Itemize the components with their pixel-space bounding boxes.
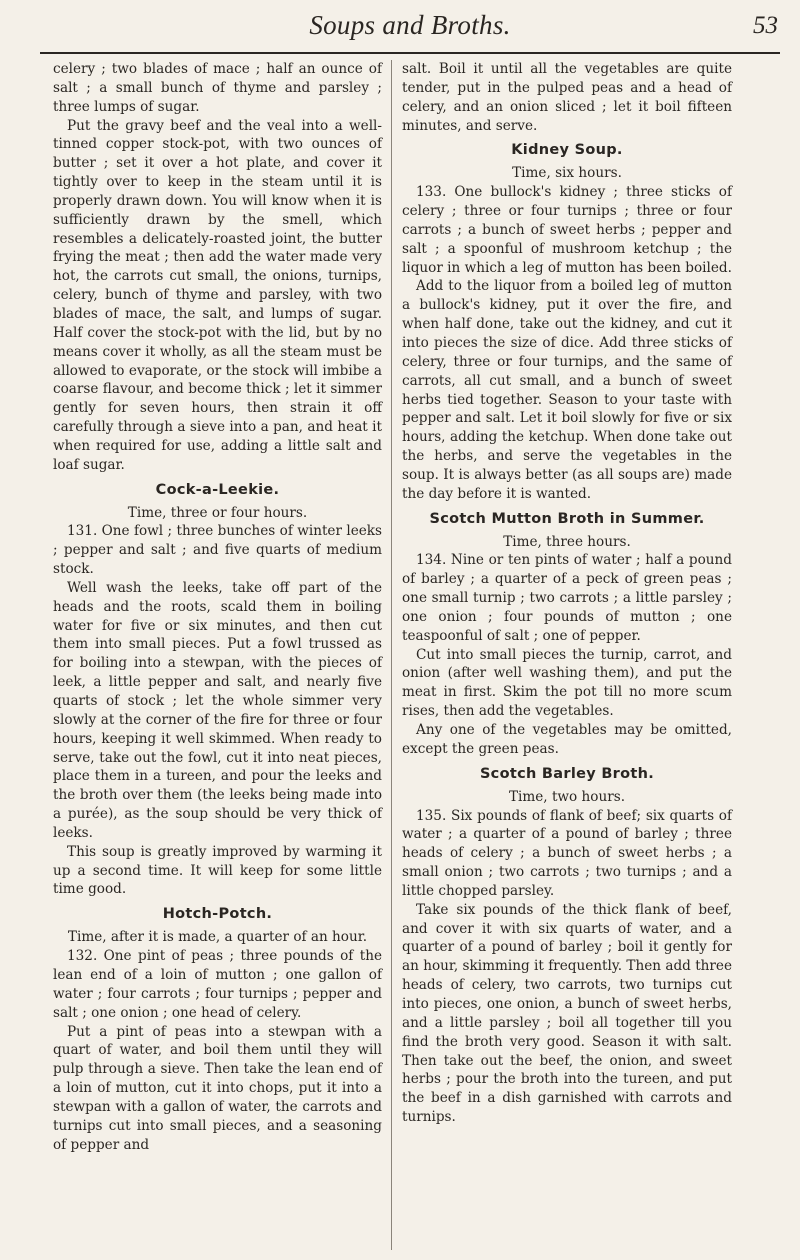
continued-paragraph: celery ; two blades of mace ; half an ounce of salt ; a small bunch of thyme and parsley ; three lumps of sugar.: [53, 61, 382, 115]
paragraph: 135. Six pounds of flank of beef; six quarts of water ; a quarter of a pound of barley ; three heads of celery ; a bunch of sweet herbs ; a small onion ; two carrots ; two turnips ; and a little chopped parsley.: [402, 807, 732, 899]
recipe-time: Time, six hours.: [512, 165, 622, 182]
paragraph: 131. One fowl ; three bunches of winter leeks ; pepper and salt ; and five quarts of medium stock.: [53, 523, 382, 578]
continued-paragraph: salt. Boil it until all the vegetables are quite tender, put in the pulped peas and a head of celery, and an onion sliced ; let it boil fifteen minutes, and serve.: [402, 61, 732, 134]
paragraph: 134. Nine or ten pints of water ; half a pound of barley ; a quarter of a peck of green peas ; one small turnip ; two carrots ; a little parsley ; one onion ; four pounds of mutton ; one teaspoonful of salt ; one of pepper.: [402, 552, 732, 644]
running-title: Soups and Broths.: [309, 10, 511, 40]
left-column: [53, 60, 382, 1154]
page-number: 53: [753, 12, 778, 39]
paragraph: This soup is greatly improved by warming it up a second time. It will keep for some little time good.: [53, 843, 382, 898]
right-column: [402, 60, 732, 1127]
recipe-heading: Scotch Mutton Broth in Summer.: [429, 510, 705, 527]
paragraph: Well wash the leeks, take off part of the heads and the roots, scald them in boiling water for five or six minutes, and then cut them into small pieces. Put a fowl trussed as for boiling into a stewpan, with the pieces of leek, a little pepper and salt, and nearly five quarts of stock ; let the whole simmer very slowly at the corner of the fire for three or four hours, keeping it well skimmed. When ready to serve, take out the fowl, cut it into neat pieces, place them in a tureen, and pour the leeks and the broth over them (the leeks being made into a purée), as the soup should be very thick of leeks.: [53, 579, 382, 841]
header-rule: [40, 52, 780, 54]
paragraph: Take six pounds of the thick flank of beef, and cover it with six quarts of water, and a quarter of a pound of barley ; boil it gently for an hour, skimming it frequently. Then add three heads of celery, two carrots, two turnips cut into pieces, one onion, a bunch of sweet herbs, and a little parsley ; boil all together till you find the broth very good. Season it with salt. Then take out the beef, the onion, and sweet herbs ; pour the broth into the tureen, and put the beef in a dish garnished with carrots and turnips.: [402, 901, 732, 1126]
paragraph: Any one of the vegetables may be omitted, except the green peas.: [402, 722, 732, 757]
paragraph: Add to the liquor from a boiled leg of mutton a bullock's kidney, put it over the fire, and when half done, take out the kidney, and cut it into pieces the size of dice. Add three sticks of celery, three or four turnips, and the same of carrots, all cut small, and a bunch of sweet herbs tied together. Season to your taste with pepper and salt. Let it boil slowly for five or six hours, adding the ketchup. When done take out the herbs, and serve the vegetables in the soup. It is always better (as all soups are) made the day before it is wanted.: [402, 278, 732, 502]
recipe-heading: Scotch Barley Broth.: [479, 765, 655, 782]
paragraph: Put the gravy beef and the veal into a well-tinned copper stock-pot, with two ounces of butter ; set it over a hot plate, and cover it tightly over to keep in the steam until it is properly drawn down. You will know when it is sufficiently drawn by the smell, which resembles a delicately-roasted joint, the butter frying the meat ; then add the water made very hot, the carrots cut small, the onions, turnips, celery, bunch of thyme and parsley, with two blades of mace, the salt, and lumps of sugar. Half cover the stock-pot with the lid, but by no means cover it wholly, as all the steam must be allowed to evaporate, or the stock will imbibe a coarse flavour, and become thick ; let it simmer gently for seven hours, then strain it off carefully through a sieve into a pan, and heat it when required for use, adding a little salt and loaf sugar.: [53, 117, 382, 473]
page-header: [40, 8, 780, 52]
paragraph: Cut into small pieces the turnip, carrot, and onion (after well washing them), and put the meat in first. Skim the pot till no more scum rises, then add the vegetables.: [402, 646, 732, 720]
recipe-time: Time, three or four hours.: [127, 504, 308, 521]
recipe-time: Time, three hours.: [503, 533, 631, 550]
paragraph: 133. One bullock's kidney ; three sticks of celery ; three or four turnips ; three or four carrots ; a bunch of sweet herbs ; pepper and salt ; a spoonful of mushroom ketchup ; the liquor in which a leg of mutton has been boiled.: [402, 184, 732, 276]
recipe-heading: Cock-a-Leekie.: [155, 481, 280, 498]
recipe-time: Time, after it is made, a quarter of an hour.: [67, 929, 368, 946]
paragraph: Put a pint of peas into a stewpan with a quart of water, and boil them until they will pulp through a sieve. Then take the lean end of a loin of mutton, cut it into chops, put it into a stewpan with a gallon of water, the carrots and turnips cut into small pieces, and a seasoning of pepper and: [53, 1023, 382, 1153]
recipe-heading: Kidney Soup.: [511, 142, 623, 159]
recipe-time: Time, two hours.: [508, 788, 626, 805]
column-divider: [391, 60, 392, 1250]
paragraph: 132. One pint of peas ; three pounds of the lean end of a loin of mutton ; one gallon of water ; four carrots ; four turnips ; pepper and salt ; one onion ; one head of celery.: [53, 948, 382, 1021]
recipe-heading: Hotch-Potch.: [162, 906, 273, 923]
